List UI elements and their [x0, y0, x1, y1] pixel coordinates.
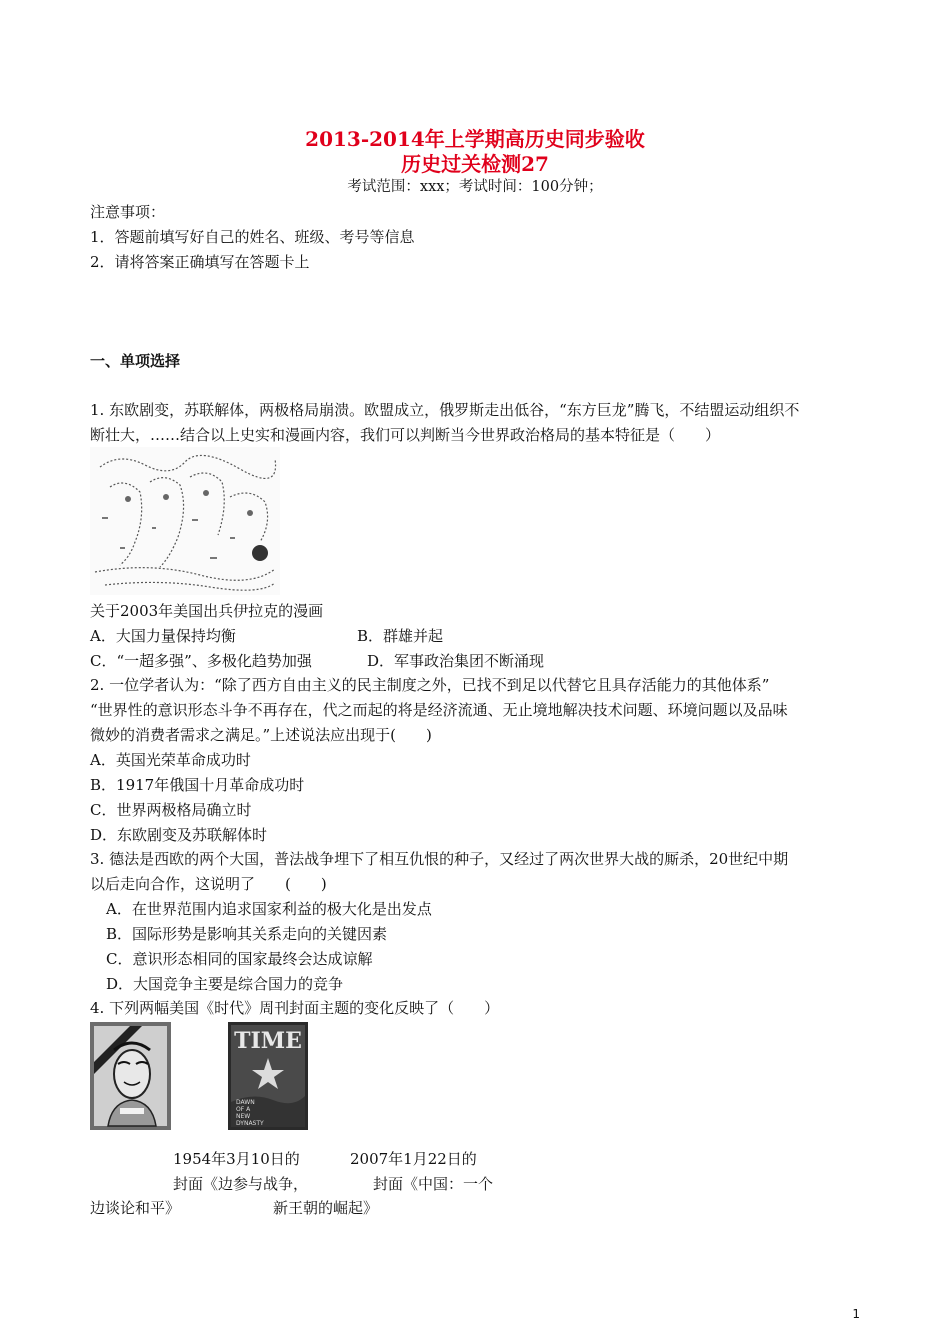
q4-caption-2: 2007年1月22日的: [350, 1150, 477, 1168]
q1-option-d: D．军事政治集团不断涌现: [367, 652, 545, 670]
q1-stem: 断壮大，……结合以上史实和漫画内容，我们可以判断当今世界政治格局的基本特征是（ ）: [90, 426, 721, 444]
q4-caption-1: 封面《边参与战争，: [173, 1175, 309, 1193]
q3-stem: 3. 德法是西欧的两个大国，普法战争埋下了相互仇恨的种子，又经过了两次世界大战的厮杀，20世纪中期: [90, 850, 789, 868]
cover-text: OF A: [236, 1106, 251, 1113]
cover-text: DYNASTY: [236, 1120, 264, 1127]
q2-stem: “世界性的意识形态斗争不再存在，代之而起的将是经济流通、无止境地解决技术问题、环境问题以及品味: [90, 701, 788, 719]
time-cover-1954: [90, 1022, 171, 1130]
q4-caption-1: 1954年3月10日的: [173, 1150, 300, 1168]
q3-option-b: B．国际形势是影响其关系走向的关键因素: [106, 925, 388, 943]
q2-option-c: C．世界两极格局确立时: [90, 801, 252, 819]
q1-stem: 1. 东欧剧变，苏联解体，两极格局崩溃。欧盟成立，俄罗斯走出低谷，“东方巨龙”腾飞，不结盟运动组织不: [90, 401, 800, 419]
q2-option-d: D．东欧剧变及苏联解体时: [90, 826, 268, 844]
q3-option-a: A．在世界范围内追求国家利益的极大化是出发点: [106, 900, 432, 918]
q2-option-b: B．1917年俄国十月革命成功时: [90, 776, 305, 794]
section-heading: 一、单项选择: [90, 352, 181, 370]
cover-text: NEW: [236, 1113, 251, 1120]
note-item: 1．答题前填写好自己的姓名、班级、考号等信息: [90, 228, 415, 246]
q3-stem: 以后走向合作，这说明了 ( ): [90, 875, 327, 893]
q1-option-c: C．“一超多强”、多极化趋势加强: [90, 652, 312, 670]
q2-stem: 微妙的消费者需求之满足。”上述说法应出现于( ): [90, 726, 432, 744]
exam-info: 考试范围：xxx；考试时间：100分钟；: [347, 179, 603, 195]
q1-option-b: B．群雄并起: [357, 627, 444, 645]
q4-stem: 4. 下列两幅美国《时代》周刊封面主题的变化反映了（ ）: [90, 999, 500, 1017]
document-subtitle: 历史过关检测27: [401, 152, 549, 176]
q1-caption: 关于2003年美国出兵伊拉克的漫画: [90, 602, 324, 620]
notes-heading: 注意事项：: [90, 203, 166, 221]
document-title: 2013-2014年上学期高历史同步验收: [305, 127, 645, 151]
q2-stem: 2. 一位学者认为：“除了西方自由主义的民主制度之外，已找不到足以代替它且具存活能力的其他体系”: [90, 676, 770, 694]
q4-caption-1: 边谈论和平》: [90, 1199, 181, 1217]
cover-text: DAWN: [236, 1099, 255, 1106]
q2-option-a: A．英国光荣革命成功时: [90, 751, 251, 769]
note-item: 2．请将答案正确填写在答题卡上: [90, 253, 310, 271]
q4-caption-2: 新王朝的崛起》: [273, 1199, 379, 1217]
time-cover-2007: [228, 1022, 308, 1130]
page-number: 1: [852, 1307, 860, 1321]
cartoon-illustration: [90, 447, 280, 595]
q4-caption-2: 封面《中国：一个: [373, 1175, 494, 1193]
time-logo: TIME: [234, 1028, 302, 1054]
q3-option-d: D．大国竞争主要是综合国力的竞争: [106, 975, 344, 993]
q3-option-c: C．意识形态相同的国家最终会达成谅解: [106, 950, 373, 968]
q1-option-a: A．大国力量保持均衡: [90, 627, 236, 645]
